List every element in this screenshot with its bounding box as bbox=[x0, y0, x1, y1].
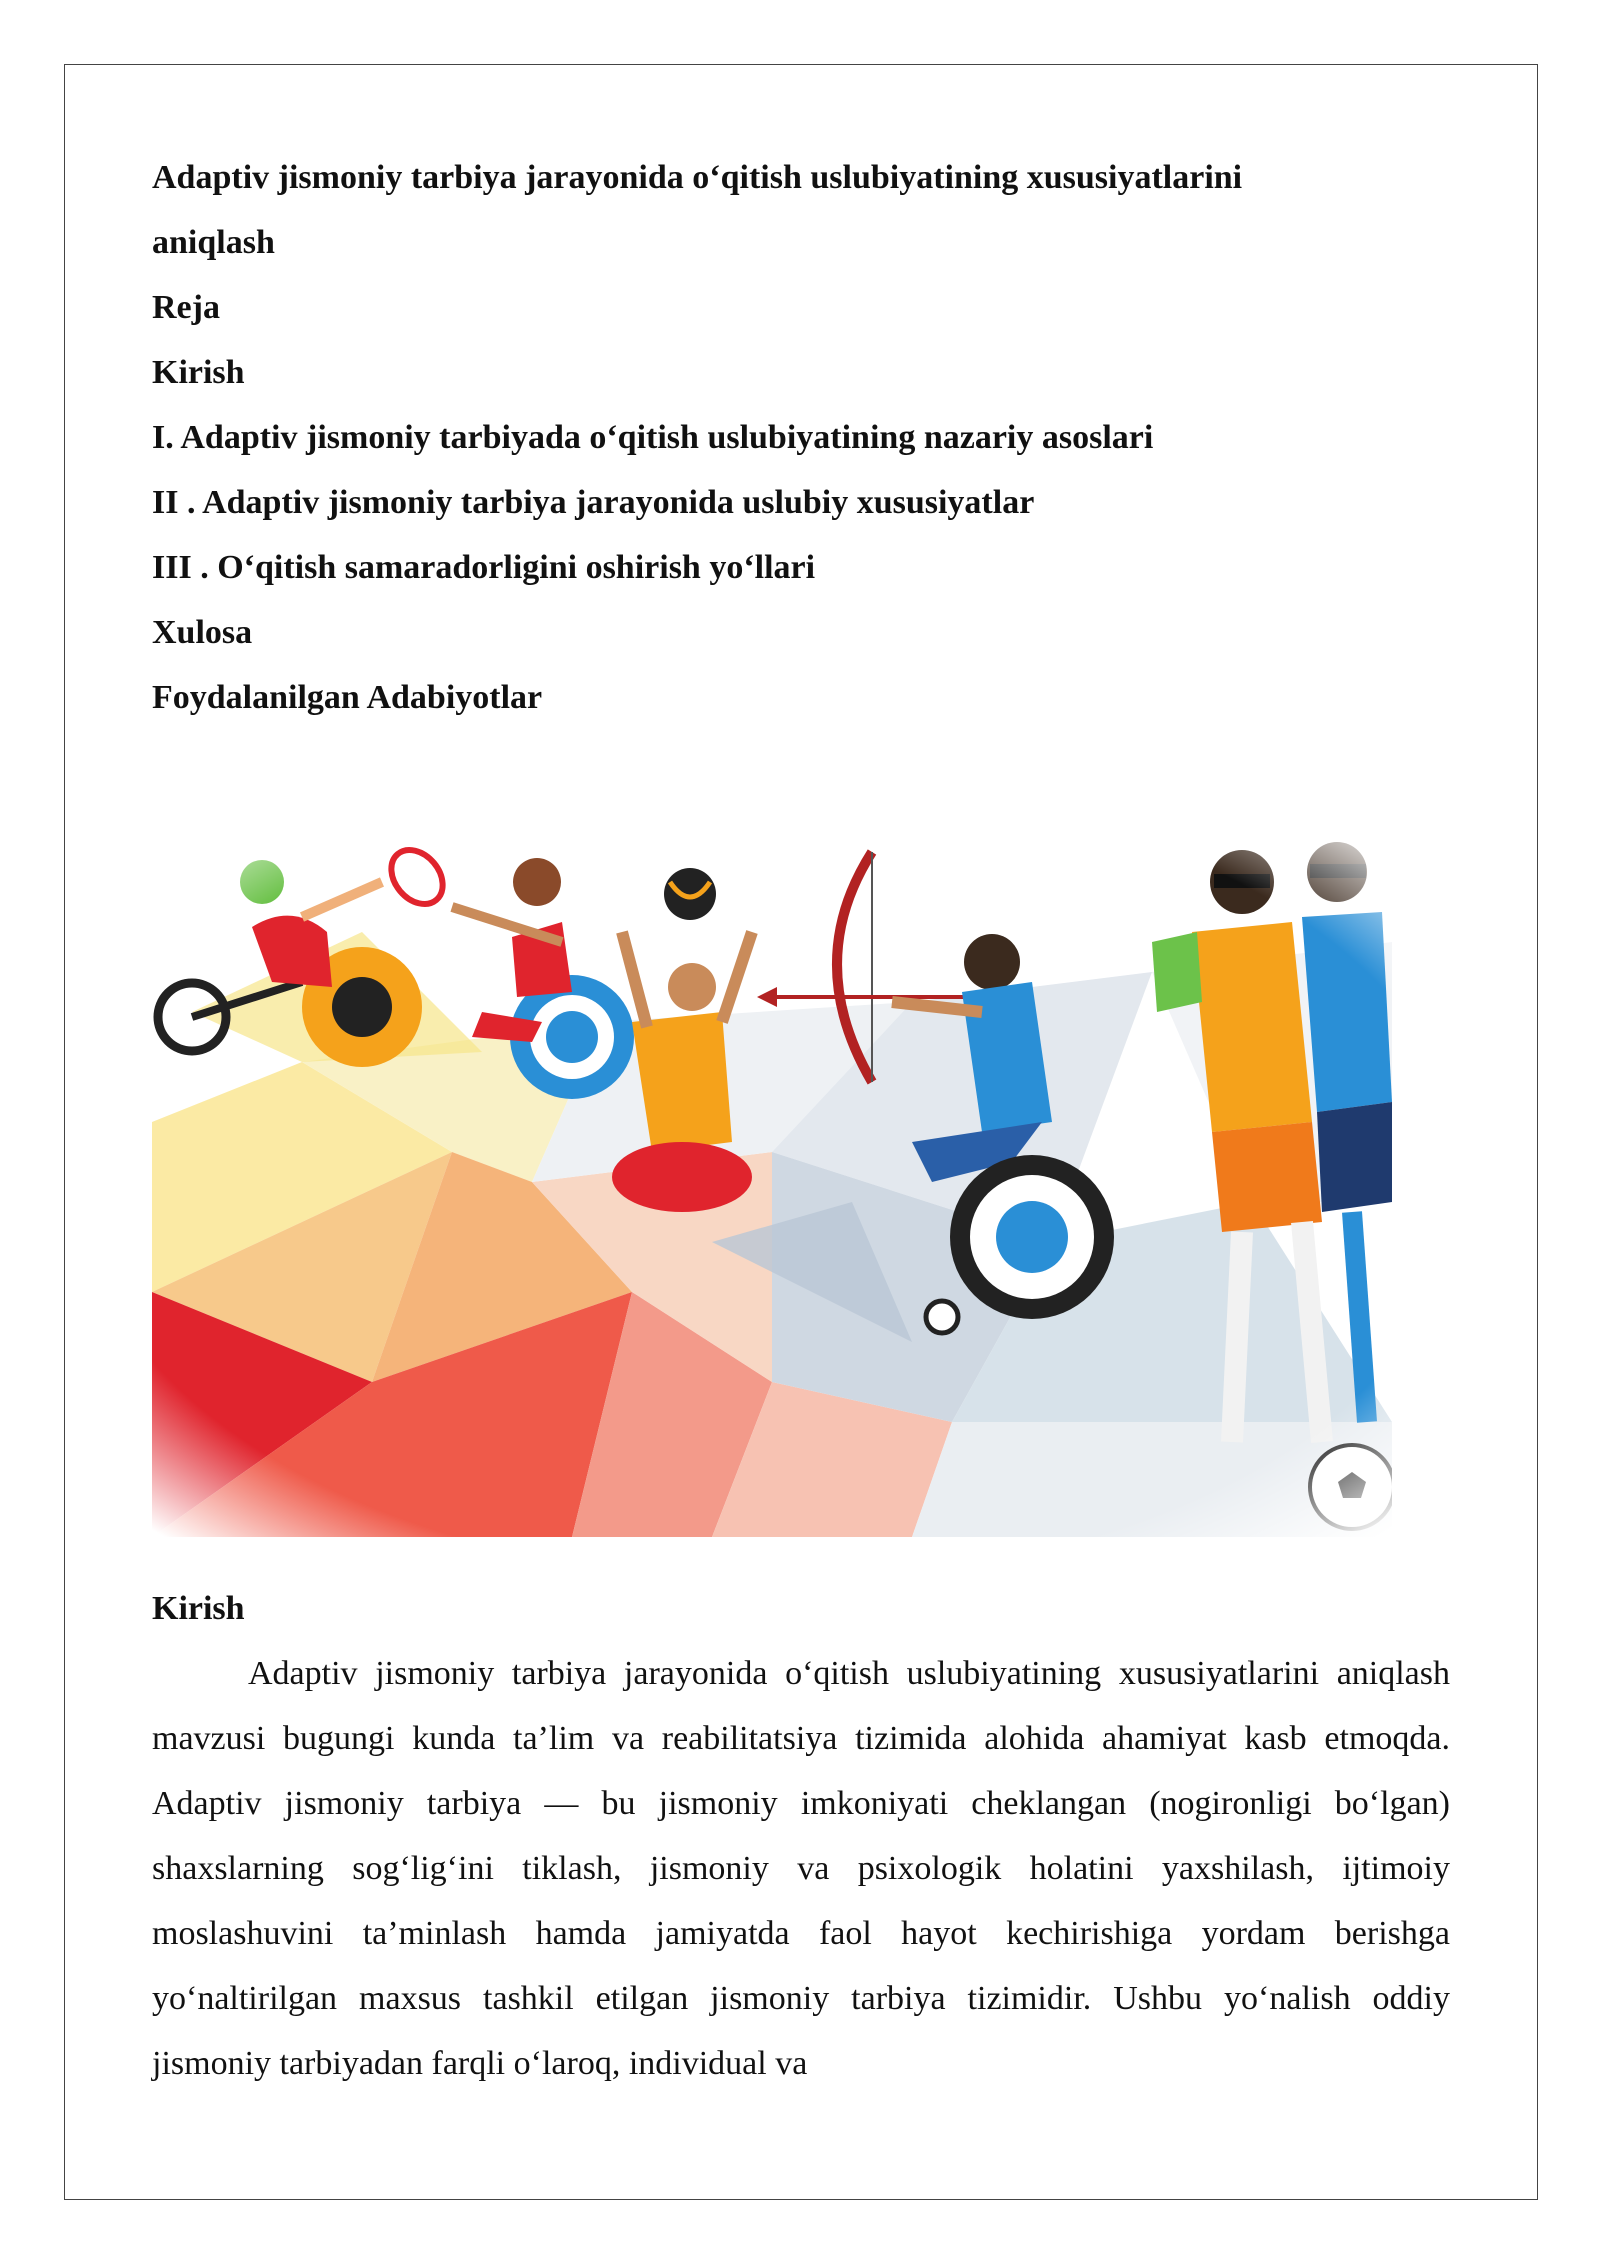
intro-paragraph: Adaptiv jismoniy tarbiya jarayonida o‘qitish uslubiyatining xususiyatlarini aniqlash mavzusi bugungi kunda ta’lim va reabilitatsiya tizimida alohida ahamiyat kasb etmoqda. Adaptiv jismoniy tarbiya — bu jismoniy imkoniyati cheklangan (nogironligi bo‘lgan) shaxslarning sog‘lig‘ini tiklash, jismoniy va psixologik holatini yaxshilash, ijtimoiy moslashuvini ta’minlash hamda jamiyatda faol hayot kechirishiga yordam berishga yo‘naltirilgan maxsus tashkil etilgan jismoniy tarbiya tizimidir. Ushbu yo‘nalish oddiy jismoniy tarbiyadan farqli o‘laroq, individual va bbox=[152, 1655, 1450, 2082]
plan-item-chapter1: I. Adaptiv jismoniy tarbiyada o‘qitish uslubiyatining nazariy asoslari bbox=[152, 419, 1154, 456]
plan-item-references: Foydalanilgan Adabiyotlar bbox=[152, 679, 543, 716]
plan-block bbox=[152, 145, 1450, 730]
document-title-line2: aniqlash bbox=[152, 224, 275, 261]
section-heading-kirish: Kirish bbox=[152, 1590, 245, 1627]
plan-item-chapter2: II . Adaptiv jismoniy tarbiya jarayonida uslubiy xususiyatlar bbox=[152, 484, 1035, 521]
plan-item-chapter3: III . O‘qitish samaradorligini oshirish yo‘llari bbox=[152, 549, 816, 586]
plan-item-intro: Kirish bbox=[152, 354, 245, 391]
document-title-line1: Adaptiv jismoniy tarbiya jarayonida o‘qitish uslubiyatining xususiyatlarini bbox=[152, 159, 1243, 196]
plan-item-conclusion: Xulosa bbox=[152, 614, 253, 651]
adaptive-sports-illustration bbox=[152, 822, 1392, 1537]
plan-heading: Reja bbox=[152, 289, 220, 326]
